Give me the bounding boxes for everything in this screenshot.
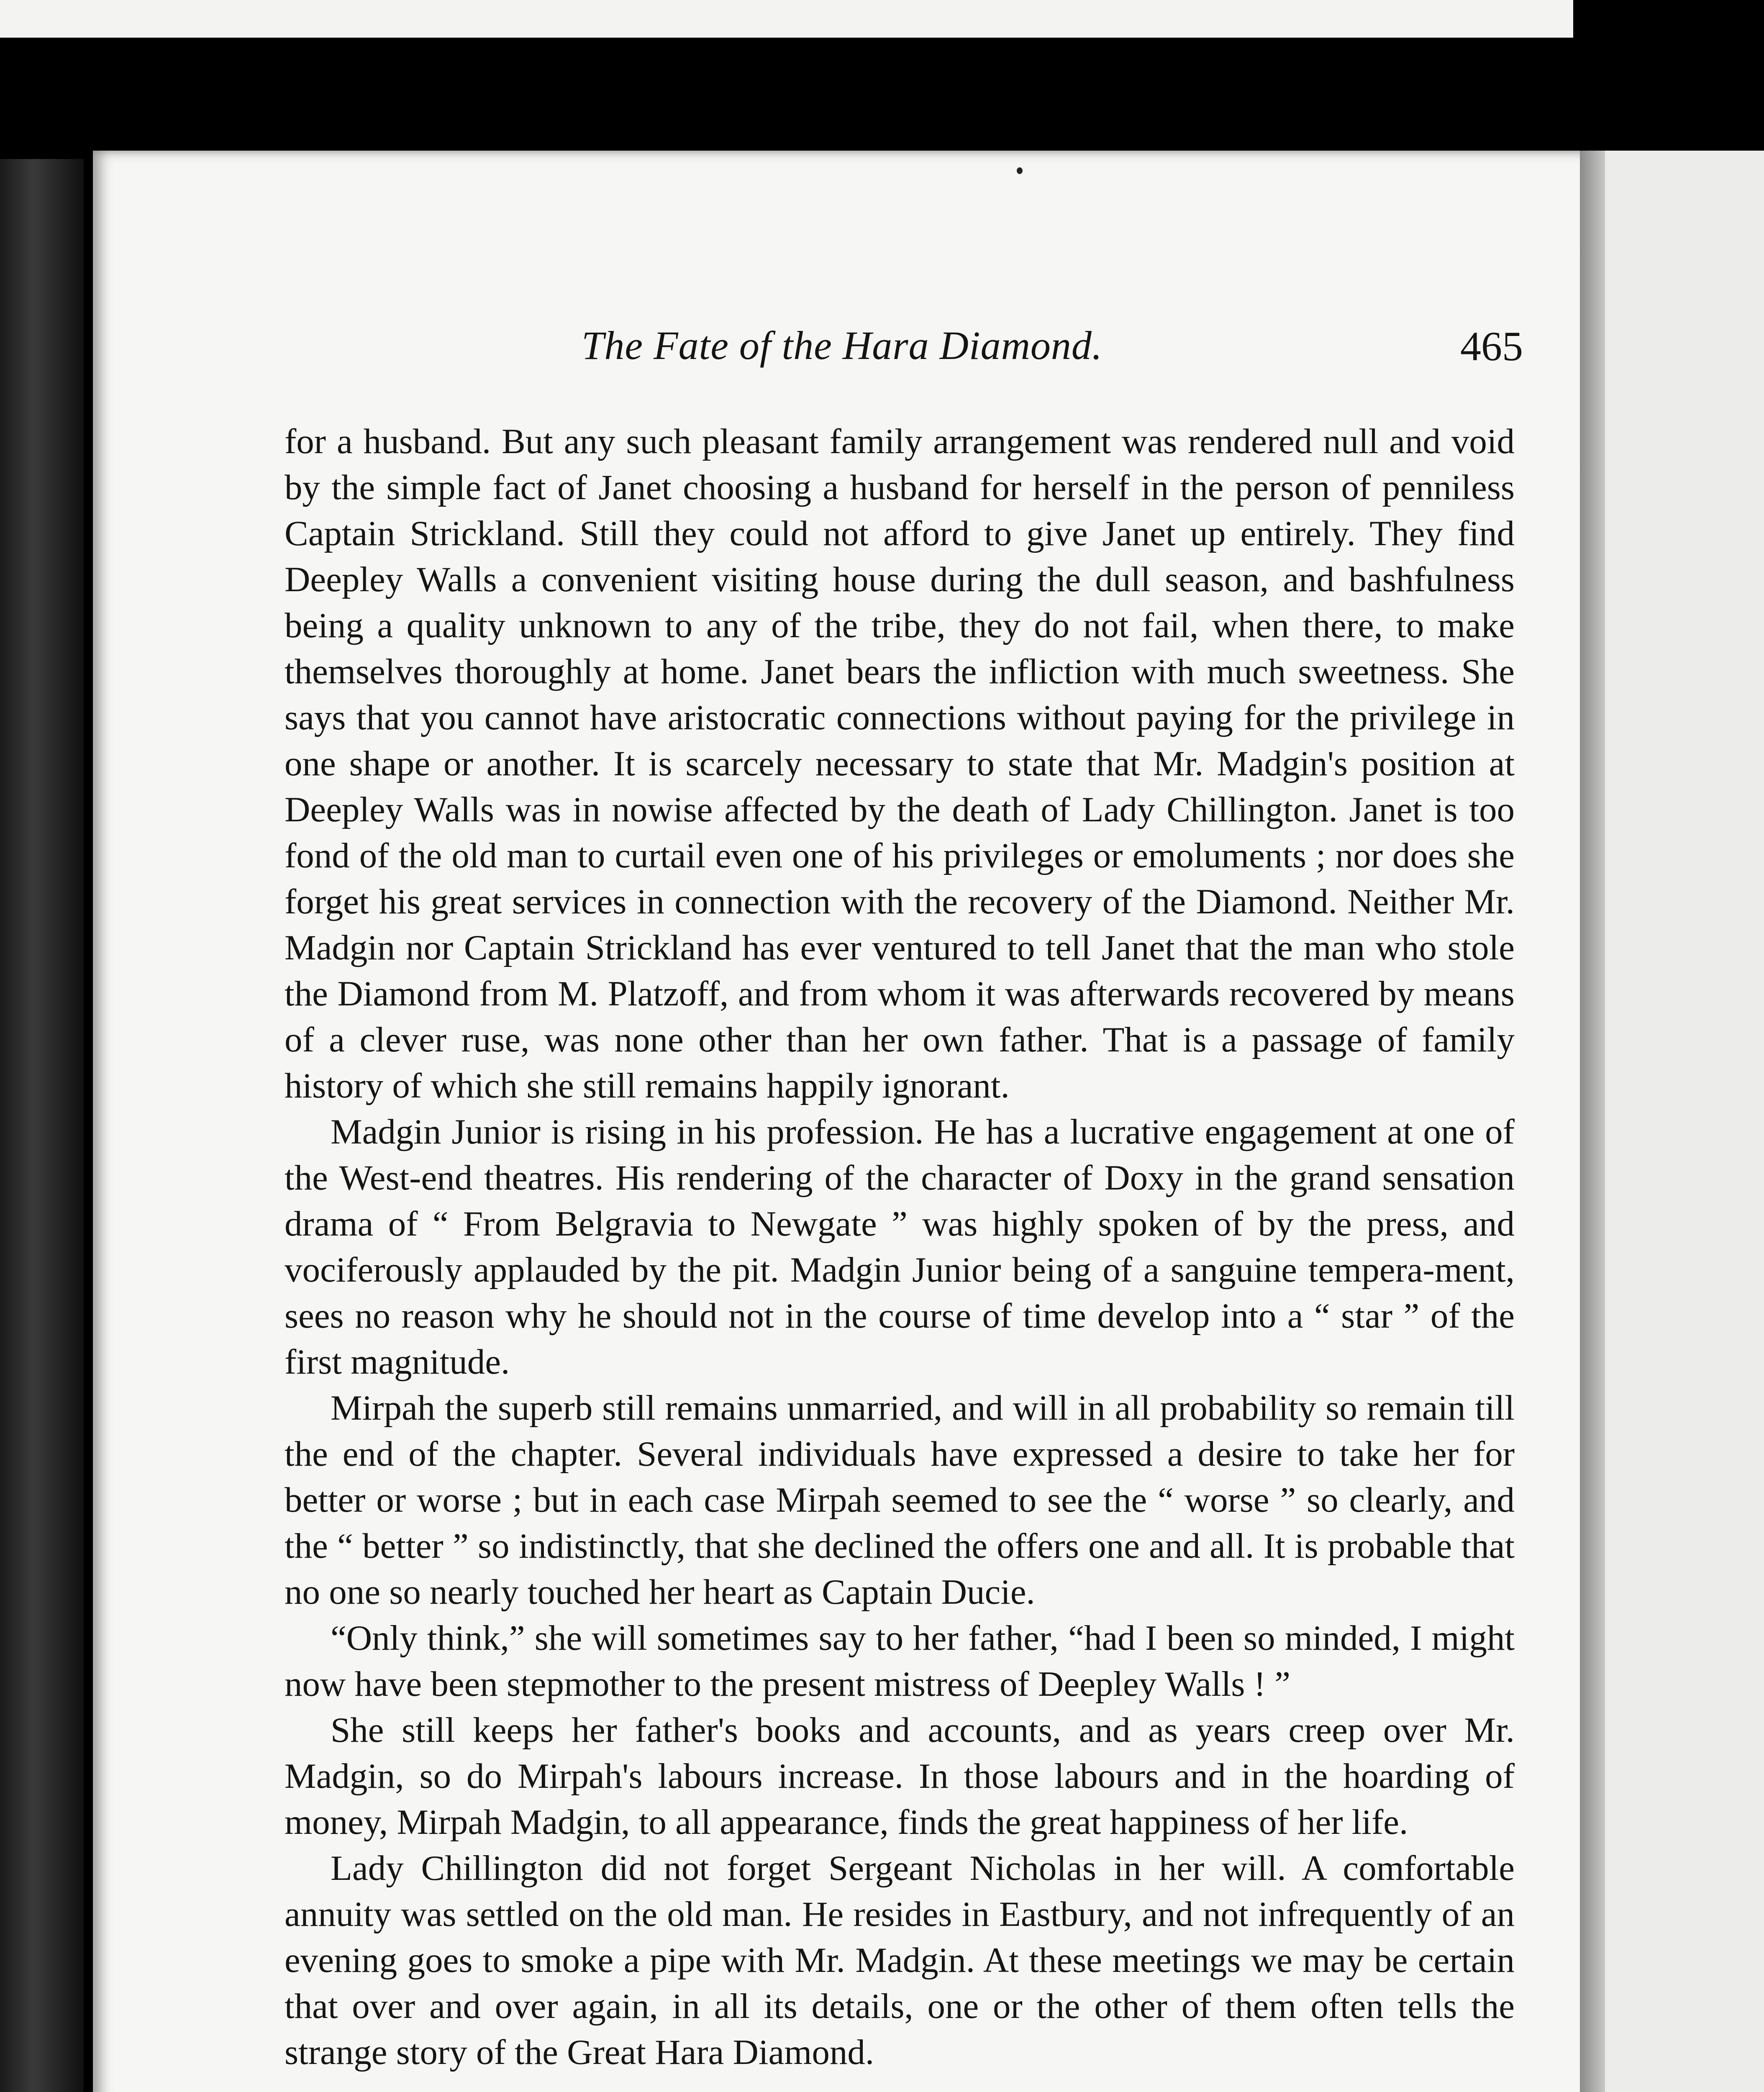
right-background	[1591, 151, 1764, 2092]
body-text	[285, 418, 1515, 2075]
paragraph: Lady Chillington did not forget Sergeant Nicholas in her will. A comfortable annuity was settled on the old man. He resides in Eastbury, and not infrequently of an evening goes to smoke a pipe with Mr. Madgin. At these meetings we may be certain that over and over again, in all its details, one or the other of them often tells the strange story of the Great Hara Diamond.	[285, 1848, 1515, 2072]
previous-page-edge	[0, 0, 1573, 38]
book-binding-edge	[0, 159, 84, 2092]
page-header	[285, 322, 1523, 389]
page-number: 465	[1460, 323, 1523, 369]
running-title: The Fate of the Hara Diamond.	[582, 323, 1102, 368]
paragraph: for a husband. But any such pleasant family arrangement was rendered null and void by the simple fact of Janet choosing a husband for herself in the person of penniless Captain Strickland. Still they could not afford to give Janet up entirely. They find Deepley Walls a convenient visiting house during the dull season, and bashfulness being a quality unknown to any of the tribe, they do not fail, when there, to make themselves thoroughly at home. Janet bears the infliction with much sweetness. She says that you cannot have aristocratic connections without paying for the privilege in one shape or another. It is scarcely necessary to state that Mr. Madgin's position at Deepley Walls was in nowise affected by the death of Lady Chillington. Janet is too fond of the old man to curtail even one of his privileges or emoluments ; nor does she forget his great services in connection with the recovery of the Diamond. Neither Mr. Madgin nor Captain Strickland has ever ventured to tell Janet that the man who stole the Diamond from M. Platzoff, and from whom it was afterwards recovered by means of a clever ruse, was none other than her own father. That is a passage of family history of which she still remains happily ignorant.	[285, 422, 1515, 1105]
paragraph: Madgin Junior is rising in his profession. He has a lucrative engagement at one of the West-end theatres. His rendering of the character of Doxy in the grand sensation drama of “ From Belgravia to Newgate ” was highly spoken of by the press, and vociferously applauded by the pit. Madgin Junior being of a sanguine tempera-ment, sees no reason why he should not in the course of time develop into a “ star ” of the first magnitude.	[285, 1112, 1515, 1382]
paragraph: “Only think,” she will sometimes say to her father, “had I been so minded, I might now have been stepmother to the present mistress of Deepley Walls ! ”	[285, 1618, 1515, 1704]
dust-speck	[1017, 167, 1023, 174]
paragraph: She still keeps her father's books and accounts, and as years creep over Mr. Madgin, so do Mirpah's labours increase. In those labours and in the hoarding of money, Mirpah Madgin, to all appearance, finds the great happiness of her life.	[285, 1710, 1515, 1842]
paragraph: Mirpah the superb still remains unmarried, and will in all probability so remain till the end of the chapter. Several individuals have expressed a desire to take her for better or worse ; but in each case Mirpah seemed to see the “ worse ” so clearly, and the “ better ” so indistinctly, that she declined the offers one and all. It is probable that no one so nearly touched her heart as Captain Ducie.	[285, 1388, 1515, 1612]
page-edge-shadow	[1580, 151, 1605, 2092]
